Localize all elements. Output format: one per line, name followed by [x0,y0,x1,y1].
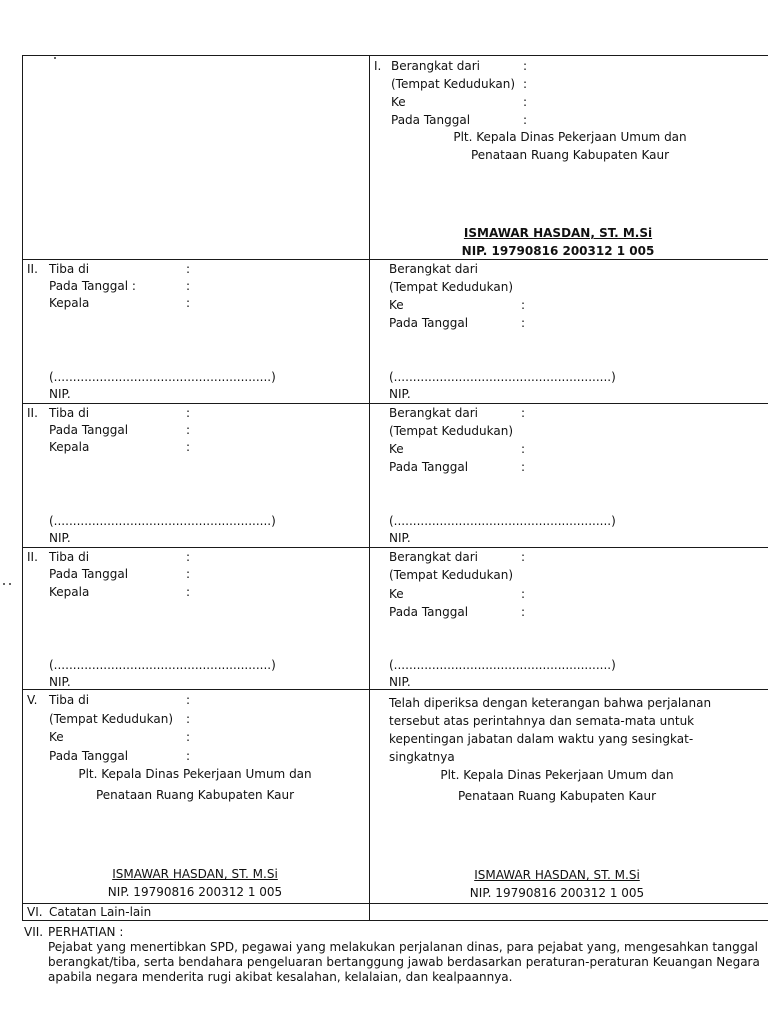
signature-blank: (.........................................................) [389,658,616,672]
berangkat-dari-label: Berangkat dari [389,550,478,564]
nip-label: NIP. [49,531,71,545]
nip-label: NIP. [389,387,411,401]
colon: : [186,693,191,707]
pada-tanggal-label: Pada Tanggal [389,605,469,619]
colon: : [521,442,526,456]
colon: : [186,296,191,310]
signatory-nip: NIP. 19790816 200312 1 005 [469,886,645,900]
row-divider-4 [22,689,768,690]
attention-line-1: Pejabat yang menertibkan SPD, pegawai yang melakukan perjalanan dinas, para pejabat yang, mengesahkan tanggal [48,940,759,954]
tempat-kedudukan-label: (Tempat Kedudukan) [389,568,514,582]
ke-label: Ke [389,442,404,456]
section-3-numeral: II. [27,406,38,420]
colon: : [186,585,191,599]
signature-blank: (.........................................................) [389,370,616,384]
row-divider-1 [22,259,768,260]
official-title-line-2: Penataan Ruang Kabupaten Kaur [95,788,295,802]
official-title-line-1: Plt. Kepala Dinas Pekerjaan Umum dan [453,130,687,144]
colon: : [523,77,528,91]
signatory-name: ISMAWAR HASDAN, ST. M.Si [112,867,278,881]
kepala-label: Kepala [49,585,90,599]
colon: : [186,712,191,726]
signature-blank: (.........................................................) [49,514,276,528]
tempat-kedudukan-label: (Tempat Kedudukan) [391,77,516,91]
berangkat-dari-label: Berangkat dari [389,262,478,276]
verification-text-line-3: kepentingan jabatan dalam waktu yang sesingkat- [389,732,694,746]
tempat-kedudukan-label: (Tempat Kedudukan) [389,280,514,294]
colon: : [186,749,191,763]
tempat-kedudukan-label: (Tempat Kedudukan) [389,424,514,438]
kepala-label: Kepala [49,296,90,310]
tiba-di-label: Tiba di [49,550,90,564]
attention-line-2: berangkat/tiba, serta bendahara pengeluaran bertanggung jawab berdasarkan peraturan-peraturan Keuangan Negara [48,955,760,969]
row-divider-2 [22,403,768,404]
verification-text-line-4: singkatnya [389,750,455,764]
pada-tanggal-label: Pada Tanggal : [49,279,136,293]
ke-label: Ke [389,587,404,601]
attention-line-3: apabila negara menderita rugi akibat kesalahan, kelalaian, dan kealpaannya. [48,970,513,984]
signatory-nip: NIP. 19790816 200312 1 005 [107,885,283,899]
row-divider-3 [22,547,768,548]
colon: : [186,730,191,744]
table-border-left [22,55,23,921]
colon: : [186,550,191,564]
section-7-numeral: VII. [24,925,44,939]
tiba-di-label: Tiba di [49,693,90,707]
signature-blank: (.........................................................) [49,658,276,672]
tiba-di-label: Tiba di [49,262,90,276]
colon: : [521,605,526,619]
section-5-numeral: V. [27,693,38,707]
colon: : [523,59,528,73]
section-2-numeral: II. [27,262,38,276]
colon: : [521,298,526,312]
tempat-kedudukan-label: (Tempat Kedudukan) [49,712,174,726]
pada-tanggal-label: Pada Tanggal [49,567,129,581]
signatory-nip: NIP. 19790816 200312 1 005 [461,244,655,258]
nip-label: NIP. [49,675,71,689]
pada-tanggal-label: Pada Tanggal [49,749,129,763]
colon: : [521,406,526,420]
colon: : [523,113,528,127]
pada-tanggal-label: Pada Tanggal [49,423,129,437]
ke-label: Ke [49,730,64,744]
section-4-numeral: II. [27,550,38,564]
verification-text-line-1: Telah diperiksa dengan keterangan bahwa perjalanan [389,696,712,710]
verification-text-line-2: tersebut atas perintahnya dan semata-mata untuk [389,714,695,728]
colon: : [186,567,191,581]
official-title-line-2: Penataan Ruang Kabupaten Kaur [470,148,670,162]
column-divider [369,55,370,921]
nip-label: NIP. [389,531,411,545]
official-title-line-1: Plt. Kepala Dinas Pekerjaan Umum dan [440,768,674,782]
colon: : [186,423,191,437]
colon: : [521,460,526,474]
colon: : [521,550,526,564]
kepala-label: Kepala [49,440,90,454]
scan-speck [9,583,11,585]
colon: : [521,587,526,601]
section-1-numeral: I. [374,59,382,73]
colon: : [186,406,191,420]
colon: : [521,316,526,330]
colon: : [186,262,191,276]
catatan-label: Catatan Lain-lain [49,905,152,919]
colon: : [186,279,191,293]
signature-blank: (.........................................................) [389,514,616,528]
colon: : [523,95,528,109]
berangkat-dari-label: Berangkat dari [389,406,478,420]
tiba-di-label: Tiba di [49,406,90,420]
pada-tanggal-label: Pada Tanggal [389,316,469,330]
table-border-top [22,55,768,56]
pada-tanggal-label: Pada Tanggal [391,113,471,127]
section-6-numeral: VI. [27,905,43,919]
official-title-line-2: Penataan Ruang Kabupaten Kaur [457,789,657,803]
table-border-bottom [22,920,768,921]
scan-speck [3,583,5,585]
attention-title: PERHATIAN : [48,925,124,939]
signature-blank: (.........................................................) [49,370,276,384]
signatory-name: ISMAWAR HASDAN, ST. M.Si [474,868,640,882]
nip-label: NIP. [49,387,71,401]
ke-label: Ke [391,95,406,109]
colon: : [186,440,191,454]
scan-speck [54,57,56,59]
signatory-name: ISMAWAR HASDAN, ST. M.Si [463,226,653,240]
pada-tanggal-label: Pada Tanggal [389,460,469,474]
ke-label: Ke [389,298,404,312]
berangkat-dari-label: Berangkat dari [391,59,480,73]
nip-label: NIP. [389,675,411,689]
official-title-line-1: Plt. Kepala Dinas Pekerjaan Umum dan [78,767,312,781]
